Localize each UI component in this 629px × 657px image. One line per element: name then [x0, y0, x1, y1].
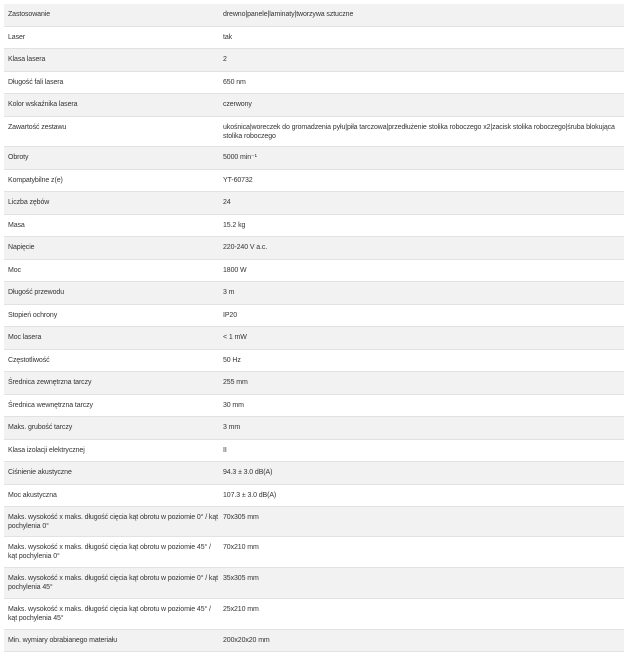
spec-row-moc-lasera — [4, 327, 624, 350]
spec-value: 70x305 mm — [223, 514, 259, 521]
spec-value: 50 Hz — [223, 357, 241, 364]
spec-value: YT-60732 — [223, 177, 253, 184]
spec-row-cisnienie-akustyczne — [4, 462, 624, 485]
spec-value: 2 — [223, 56, 227, 63]
spec-value: 35x305 mm — [223, 575, 259, 582]
spec-label: Napięcie — [8, 244, 35, 251]
spec-row-ciecie-45-45 — [4, 599, 624, 630]
spec-label: Maks. wysokość x maks. długość cięcia kąt obrotu w poziomie 45° / kąt pochylenia 45° — [8, 606, 211, 622]
spec-value: 24 — [223, 199, 231, 206]
spec-label: Częstotliwość — [8, 357, 50, 364]
spec-label: Klasa izolacji elektrycznej — [8, 447, 85, 454]
spec-label: Zastosowanie — [8, 11, 50, 18]
spec-label: Stopień ochrony — [8, 312, 58, 319]
spec-row-moc — [4, 260, 624, 282]
spec-value: czerwony — [223, 101, 252, 108]
spec-label: Kompatybilne z(e) — [8, 177, 63, 184]
spec-value: 94.3 ± 3.0 dB(A) — [223, 469, 273, 476]
spec-label: Laser — [8, 34, 26, 41]
spec-row-moc-akustyczna — [4, 485, 624, 507]
spec-label: Średnica zewnętrzna tarczy — [8, 379, 92, 386]
spec-row-kolor-wskaznika — [4, 94, 624, 117]
spec-label: Klasa lasera — [8, 56, 46, 63]
spec-row-dlugosc-przewodu — [4, 282, 624, 305]
spec-value: 200x20x20 mm — [223, 637, 270, 644]
spec-value: 70x210 mm — [223, 544, 259, 551]
spec-label: Maks. grubość tarczy — [8, 424, 73, 431]
spec-row-srednica-wewnetrzna — [4, 395, 624, 417]
spec-value: 650 nm — [223, 79, 246, 86]
spec-label: Ciśnienie akustyczne — [8, 469, 72, 476]
spec-value: 25x210 mm — [223, 606, 259, 613]
spec-label: Maks. wysokość x maks. długość cięcia kąt obrotu w poziomie 0° / kąt pochylenia 45° — [8, 575, 218, 591]
spec-value: IP20 — [223, 312, 237, 319]
spec-value: 3 m — [223, 289, 235, 296]
spec-label: Zawartość zestawu — [8, 124, 67, 131]
spec-label: Moc akustyczna — [8, 492, 57, 499]
spec-value: 3 mm — [223, 424, 241, 431]
spec-label: Moc — [8, 267, 21, 274]
spec-value: 107.3 ± 3.0 dB(A) — [223, 492, 277, 499]
spec-row-ciecie-0-0 — [4, 507, 624, 537]
spec-value: 220-240 V a.c. — [223, 244, 268, 251]
specification-table — [4, 4, 624, 652]
spec-value: 15.2 kg — [223, 222, 246, 229]
spec-label: Obroty — [8, 154, 29, 161]
spec-row-laser — [4, 27, 624, 49]
spec-label: Liczba zębów — [8, 199, 50, 206]
spec-label: Długość fali lasera — [8, 79, 64, 86]
spec-row-srednica-zewnetrzna — [4, 372, 624, 395]
spec-row-stopien-ochrony — [4, 305, 624, 327]
spec-value: ukośnica|woreczek do gromadzenia pyłu|piła tarczowa|przedłużenie stolika roboczego x2|zacisk stolika roboczego|śruba blokująca stolika roboczego — [223, 124, 615, 140]
spec-value: < 1 mW — [223, 334, 247, 341]
spec-row-kompatybilne — [4, 170, 624, 192]
spec-label: Maks. wysokość x maks. długość cięcia kąt obrotu w poziomie 45° / kąt pochylenia 0° — [8, 544, 211, 560]
spec-row-dlugosc-fali — [4, 72, 624, 94]
spec-value: 1800 W — [223, 267, 247, 274]
spec-row-klasa-izolacji — [4, 440, 624, 462]
spec-label: Kolor wskaźnika lasera — [8, 101, 78, 108]
spec-row-min-wymiary — [4, 630, 624, 652]
spec-row-zastosowanie — [4, 4, 624, 27]
spec-label: Masa — [8, 222, 25, 229]
spec-row-napiecie — [4, 237, 624, 260]
spec-row-ciecie-0-45 — [4, 568, 624, 599]
spec-row-czestotliwosc — [4, 350, 624, 372]
spec-row-liczba-zebow — [4, 192, 624, 215]
spec-row-klasa-lasera — [4, 49, 624, 72]
spec-row-masa — [4, 215, 624, 237]
spec-row-obroty — [4, 147, 624, 170]
spec-row-zawartosc-zestawu — [4, 117, 624, 147]
spec-value: 255 mm — [223, 379, 248, 386]
spec-label: Min. wymiary obrabianego materiału — [8, 637, 118, 644]
spec-value: tak — [223, 34, 233, 41]
spec-value: 30 mm — [223, 402, 244, 409]
spec-value: 5000 min⁻¹ — [223, 154, 257, 161]
spec-label: Moc lasera — [8, 334, 42, 341]
spec-value: II — [223, 447, 227, 454]
spec-value: drewno|panele|laminaty|tworzywa sztuczne — [223, 11, 354, 18]
spec-row-maks-grubosc — [4, 417, 624, 440]
spec-label: Długość przewodu — [8, 289, 64, 296]
spec-label: Maks. wysokość x maks. długość cięcia kąt obrotu w poziomie 0° / kąt pochylenia 0° — [8, 514, 218, 530]
spec-row-ciecie-45-0 — [4, 537, 624, 568]
spec-label: Średnica wewnętrzna tarczy — [8, 402, 93, 409]
